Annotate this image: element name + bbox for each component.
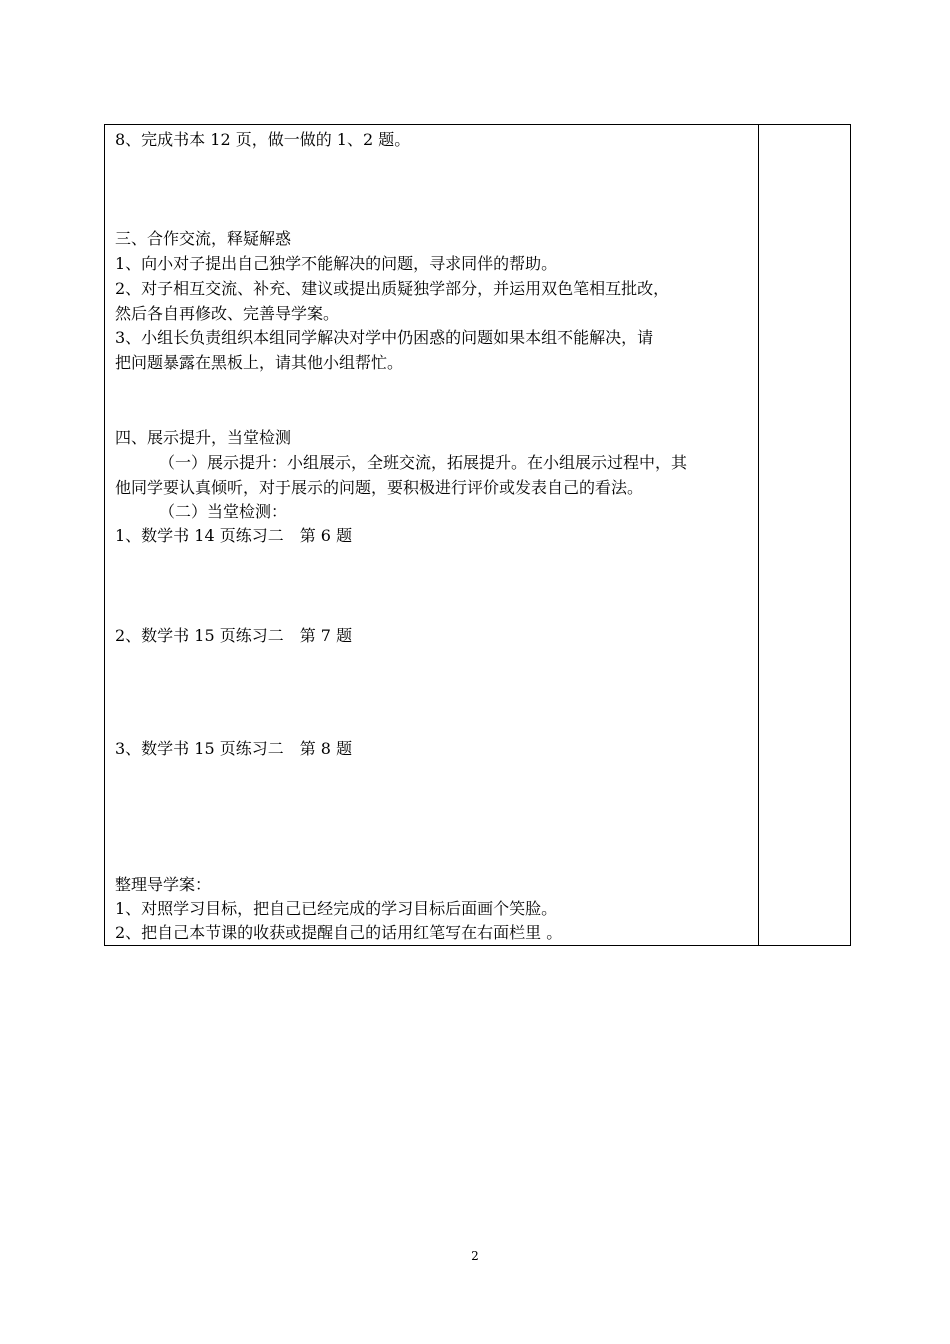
- section-3-item-3-line-1: 3、小组长负责组织本组同学解决对学中仍困惑的问题如果本组不能解决，请: [115, 328, 654, 347]
- section-3-item-3-line-2: 把问题暴露在黑板上，请其他小组帮忙。: [115, 353, 404, 372]
- section-3-item-1: 1、向小对子提出自己独学不能解决的问题，寻求同伴的帮助。: [115, 254, 558, 273]
- page-number: 2: [471, 1249, 479, 1263]
- summary-item-1: 1、对照学习目标，把自己已经完成的学习目标后面画个笑脸。: [115, 899, 558, 918]
- exercise-2: 2、数学书 15 页练习二 第 7 题: [115, 626, 353, 645]
- main-content-cell: [105, 125, 759, 945]
- summary-item-2: 2、把自己本节课的收获或提醒自己的话用红笔写在右面栏里 。: [115, 923, 563, 942]
- section-4-sub-1-line-1: （一）展示提升：小组展示，全班交流，拓展提升。在小组展示过程中，其: [159, 453, 688, 472]
- lesson-table: [104, 124, 851, 946]
- section-4-sub-1-line-2: 他同学要认真倾听，对于展示的问题，要积极进行评价或发表自己的看法。: [115, 478, 644, 497]
- exercise-3: 3、数学书 15 页练习二 第 8 题: [115, 739, 353, 758]
- exercise-1: 1、数学书 14 页练习二 第 6 题: [115, 526, 353, 545]
- section-3-heading: 三、合作交流，释疑解惑: [115, 229, 292, 248]
- section-4-heading: 四、展示提升，当堂检测: [115, 428, 292, 447]
- section-4-sub-2: （二）当堂检测：: [159, 502, 288, 521]
- notes-column-cell: [759, 125, 850, 945]
- section-3-item-2-line-2: 然后各自再修改、完善导学案。: [115, 304, 340, 323]
- item-8: 8、完成书本 12 页，做一做的 1、2 题。: [115, 130, 411, 149]
- summary-heading: 整理导学案：: [115, 875, 212, 894]
- section-3-item-2-line-1: 2、对子相互交流、补充、建议或提出质疑独学部分，并运用双色笔相互批改，: [115, 279, 670, 298]
